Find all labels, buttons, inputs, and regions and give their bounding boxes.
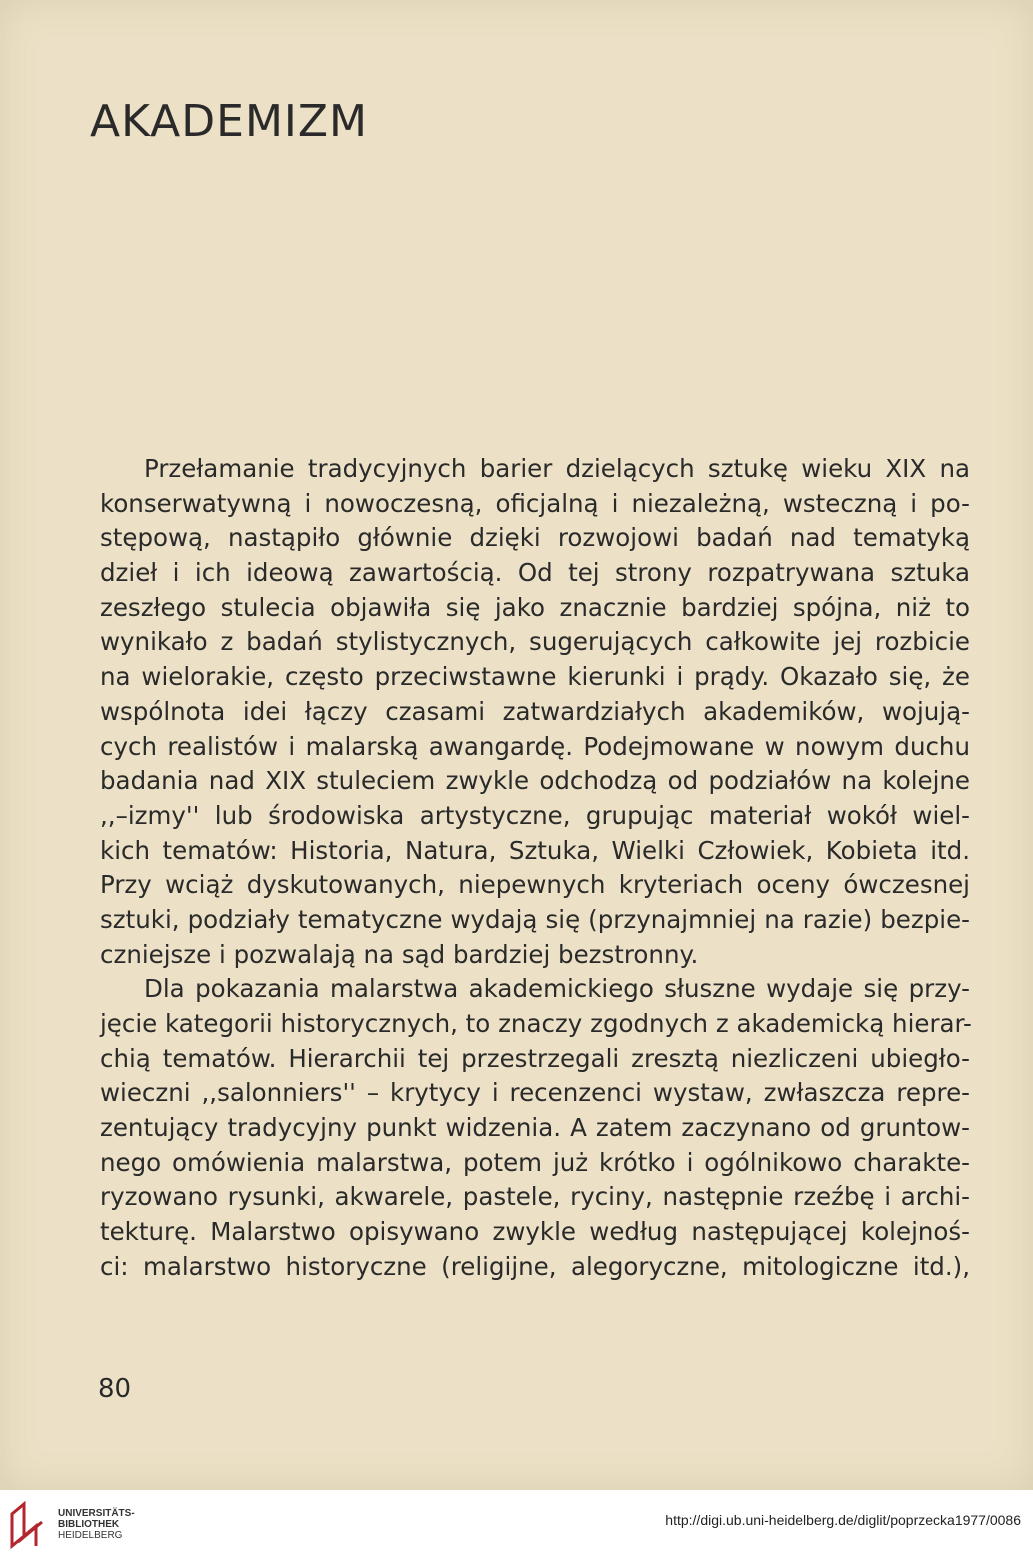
text-line: cych realistów i malarską awangardę. Podejmowane w nowym duchu: [100, 731, 970, 761]
text-line: tekturę. Malarstwo opisywano zwykle według następującej kolejnoś-: [100, 1217, 970, 1247]
library-name-line: HEIDELBERG: [58, 1530, 123, 1541]
footer-bar: [0, 1490, 1033, 1562]
text-line: na wielorakie, często przeciwstawne kierunki i prądy. Okazało się, że: [100, 662, 970, 692]
text-line: Przełamanie tradycyjnych barier dzielących sztukę wieku XIX na: [144, 454, 970, 483]
text-line: ryzowano rysunki, akwarele, pastele, ryciny, następnie rzeźbę i archi-: [100, 1182, 970, 1212]
text-line: nego omówienia malarstwa, potem już krótko i ogólnikowo charakte-: [100, 1147, 970, 1177]
text-line: chią tematów. Hierarchii tej przestrzegali zresztą niezliczeni ubiegło-: [100, 1043, 970, 1073]
text-line: stępową, nastąpiło głównie dzięki rozwojowi badań nad tematyką: [100, 523, 970, 553]
text-line: jęcie kategorii historycznych, to znaczy zgodnych z akademicką hierar-: [100, 1009, 972, 1038]
library-logo-icon: [8, 1500, 48, 1550]
chapter-heading: AKADEMIZM: [90, 96, 369, 147]
text-line: zentujący tradycyjny punkt widzenia. A zatem zaczynano od gruntow-: [100, 1113, 970, 1143]
text-line: dzieł i ich ideową zawartością. Od tej strony rozpatrywana sztuka: [100, 558, 970, 588]
text-line: wynikało z badań stylistycznych, sugerujących całkowite jej rozbicie: [100, 627, 970, 657]
text-line: zeszłego stulecia objawiła się jako znacznie bardziej spójna, niż to: [100, 592, 970, 622]
library-name-line: UNIVERSITÄTS-: [58, 1508, 135, 1519]
text-line: czniejsze i pozwalają na sąd bardziej bezstronny.: [100, 939, 699, 969]
library-name: [58, 1508, 135, 1541]
source-url[interactable]: http://digi.ub.uni-heidelberg.de/diglit/poprzecka1977/0086: [665, 1512, 1021, 1528]
body-text: [100, 452, 970, 1285]
page-number: 80: [98, 1374, 132, 1404]
text-line: konserwatywną i nowoczesną, oficjalną i niezależną, wsteczną i po-: [100, 488, 970, 518]
library-name-line: BIBLIOTHEK: [58, 1519, 120, 1530]
text-line: badania nad XIX stuleciem zwykle odchodzą od podziałów na kolejne: [100, 766, 970, 796]
text-line: sztuki, podziały tematyczne wydają się (przynajmniej na razie) bezpie-: [100, 904, 970, 934]
text-line: ci: malarstwo historyczne (religijne, alegoryczne, mitologiczne itd.),: [100, 1251, 970, 1281]
text-line: ,,–izmy'' lub środowiska artystyczne, grupując materiał wokół wiel-: [100, 800, 970, 830]
text-line: wieczni ,,salonniers'' – krytycy i recenzenci wystaw, zwłaszcza repre-: [100, 1078, 970, 1108]
text-line: Dla pokazania malarstwa akademickiego słuszne wydaje się przy-: [144, 974, 970, 1004]
text-line: wspólnota idei łączy czasami zatwardziałych akademików, wojują-: [100, 696, 970, 726]
text-line: kich tematów: Historia, Natura, Sztuka, Wielki Człowiek, Kobieta itd.: [100, 835, 970, 865]
text-line: Przy wciąż dyskutowanych, niepewnych kryteriach oceny ówczesnej: [100, 870, 970, 900]
